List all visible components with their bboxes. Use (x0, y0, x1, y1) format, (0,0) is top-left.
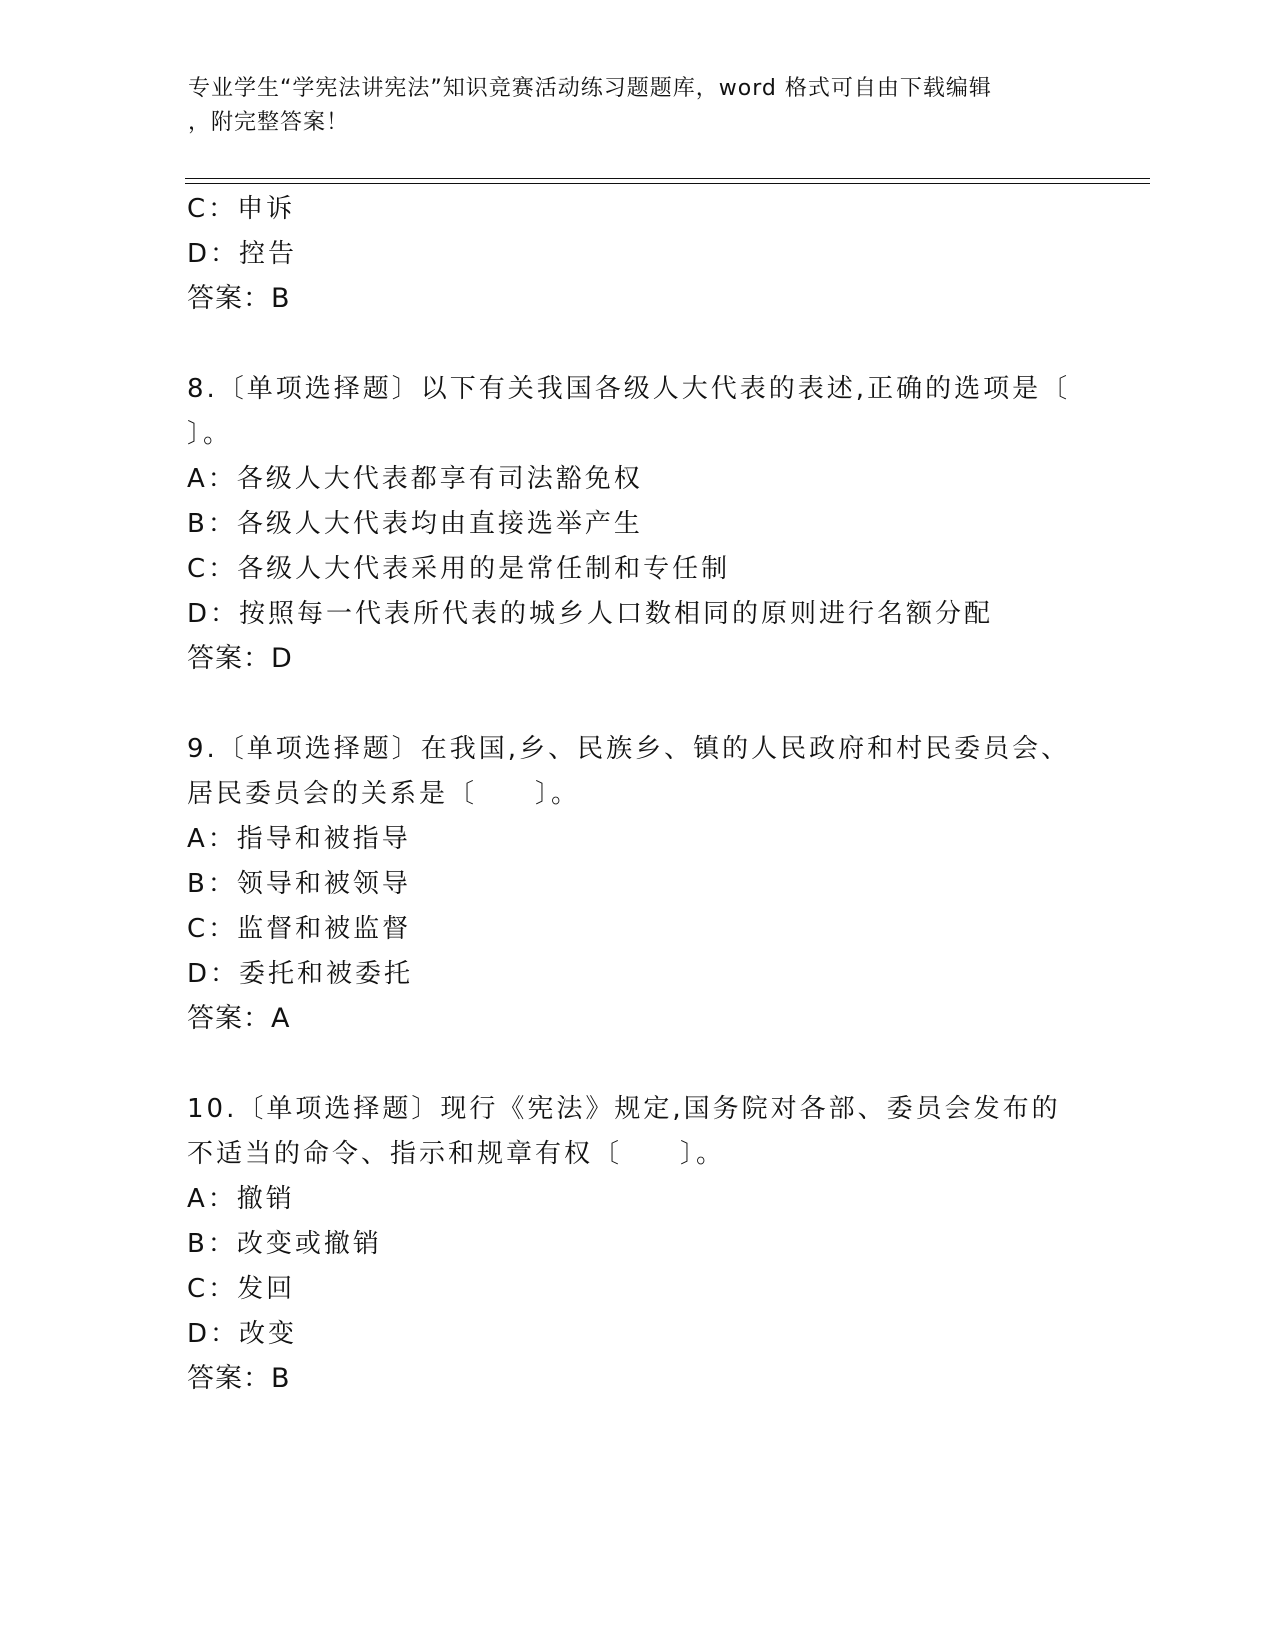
q9-option-c: C：监督和被监督 (187, 914, 412, 944)
header-title-line-1: 专业学生“学宪法讲宪法”知识竞赛活动练习题题库，word 格式可自由下载编辑 (188, 76, 992, 101)
q7-option-d: D：控告 (187, 239, 298, 269)
q7-option-c: C：申诉 (187, 194, 296, 224)
q9-option-a: A：指导和被指导 (187, 824, 411, 854)
header-title-line-2: ，附完整答案！ (188, 110, 350, 135)
q10-stem-line-2: 不适当的命令、指示和规章有权〔 〕。 (187, 1139, 726, 1169)
q10-option-d: D：改变 (187, 1319, 298, 1349)
q9-stem-line-1: 9.〔单项选择题〕在我国,乡、民族乡、镇的人民政府和村民委员会、 (187, 734, 1071, 764)
q9-answer: 答案：A (187, 1003, 291, 1034)
q8-option-b: B：各级人大代表均由直接选举产生 (187, 509, 643, 539)
q8-option-c: C：各级人大代表采用的是常任制和专任制 (187, 554, 731, 584)
q10-stem-line-1: 10.〔单项选择题〕现行《宪法》规定,国务院对各部、委员会发布的 (187, 1094, 1061, 1124)
header-divider-top (185, 178, 1150, 179)
header-divider-bottom (185, 183, 1150, 184)
page-header (188, 72, 1068, 140)
q9-stem-line-2: 居民委员会的关系是〔 〕。 (187, 779, 581, 809)
q9-option-d: D：委托和被委托 (187, 959, 414, 989)
q10-option-c: C：发回 (187, 1274, 296, 1304)
q8-option-d: D：按照每一代表所代表的城乡人口数相同的原则进行名额分配 (187, 599, 994, 629)
q10-option-b: B：改变或撤销 (187, 1229, 382, 1259)
q10-answer: 答案：B (187, 1363, 291, 1394)
q8-answer: 答案：D (187, 643, 293, 674)
q9-option-b: B：领导和被领导 (187, 869, 411, 899)
q8-stem-line-1: 8.〔单项选择题〕以下有关我国各级人大代表的表述,正确的选项是〔 (187, 374, 1071, 404)
q8-option-a: A：各级人大代表都享有司法豁免权 (187, 464, 643, 494)
q10-option-a: A：撤销 (187, 1184, 295, 1214)
q8-stem-line-2: 〕。 (187, 419, 233, 449)
q7-answer: 答案：B (187, 283, 291, 314)
